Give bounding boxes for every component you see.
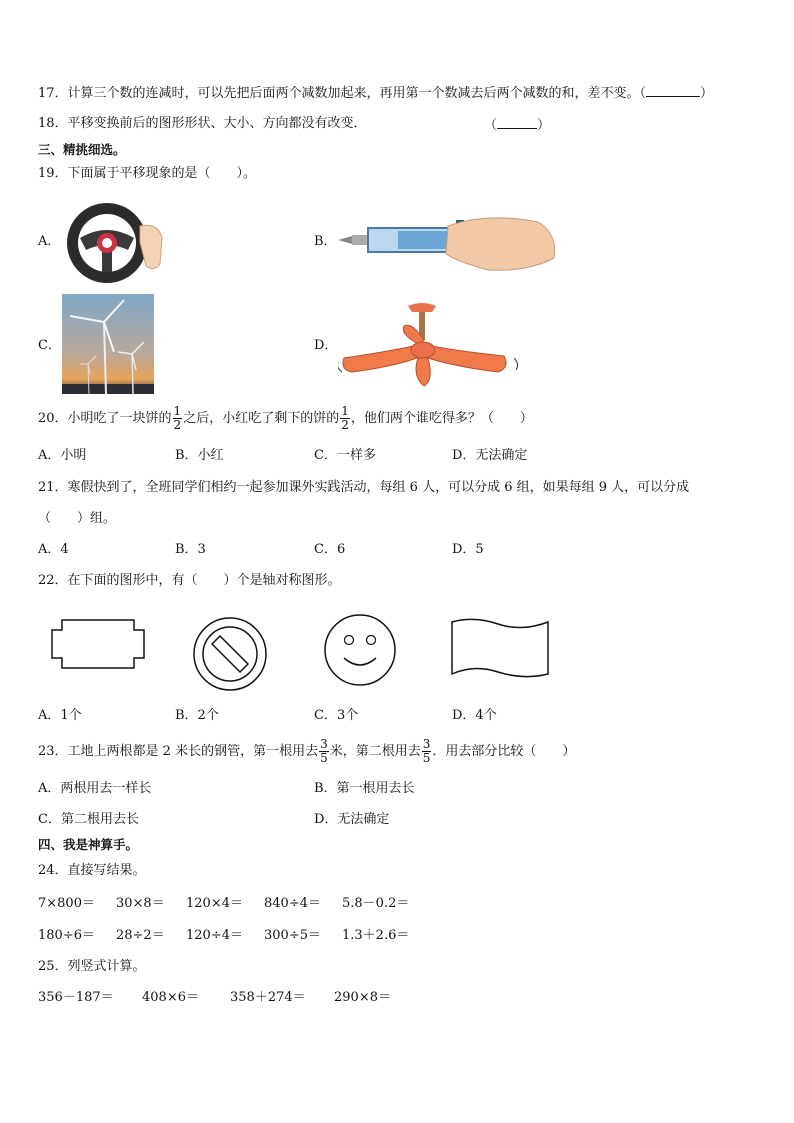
q21-option-b[interactable]: B．3 xyxy=(175,542,206,557)
calc-item: 300÷5＝ xyxy=(264,928,321,943)
q22-option-c[interactable]: C．3个 xyxy=(314,708,359,723)
question-19-stem: 19．下面属于平移现象的是（ ）。 xyxy=(38,166,257,181)
wavy-flag-shape xyxy=(448,618,552,680)
no-entry-sign-shape xyxy=(192,616,268,692)
question-18-text: 18．平移变换前后的图形形状、大小、方向都没有改变． xyxy=(38,116,367,131)
calc-item: 30×8＝ xyxy=(116,896,165,911)
q22-option-b[interactable]: B．2个 xyxy=(175,708,219,723)
q20-option-d[interactable]: D．无法确定 xyxy=(452,448,528,463)
calc-item: 120÷4＝ xyxy=(186,928,243,943)
fraction-three-fifths: $\frac{3}{5}$ xyxy=(320,737,328,765)
question-17-text: 17．计算三个数的连减时，可以先把后面两个减数加起来，再用第一个数减去后两个减数的和，差不变。（ xyxy=(38,86,647,101)
vertical-calc-item: 356－187＝ xyxy=(38,990,114,1005)
q20-option-a[interactable]: A．小明 xyxy=(38,448,87,463)
question-21-line1: 21．寒假快到了，全班同学们相约一起参加课外实践活动，每组 6 人，可以分成 6 组，如果每组 9 人，可以分成 xyxy=(38,480,690,495)
question-17: 17．计算三个数的连减时，可以先把后面两个减数加起来，再用第一个数减去后两个减数的和，差不变。（ ） xyxy=(38,86,714,101)
section-4-title: 四、我是神算手。 xyxy=(38,837,139,852)
question-18 xyxy=(38,116,367,132)
vertical-calc-item: 408×6＝ xyxy=(142,990,199,1005)
calc-item: 120×4＝ xyxy=(186,896,243,911)
question-20: 20．小明吃了一块饼的 $\frac{1}{2}$ 之后，小红吃了剩下的饼的 $\frac{1}{2}$ ，他们两个谁吃得多？（ ） xyxy=(38,404,533,432)
fraction-three-fifths: $\frac{3}{5}$ xyxy=(422,737,431,765)
calc-item: 1.3＋2.6＝ xyxy=(342,928,410,943)
notched-rectangle-shape xyxy=(50,618,146,670)
q20-option-c[interactable]: C．一样多 xyxy=(314,448,376,463)
q22-option-a[interactable]: A．1个 xyxy=(38,708,82,723)
calc-item: 180÷6＝ xyxy=(38,928,95,943)
answer-blank-18[interactable] xyxy=(497,116,537,129)
question-22-stem: 22．在下面的图形中，有（ ）个是轴对称图形。 xyxy=(38,573,341,588)
q21-option-d[interactable]: D．5 xyxy=(452,542,484,557)
ceiling-fan-image[interactable] xyxy=(338,300,522,390)
fraction-one-half: $\frac{1}{2}$ xyxy=(341,404,349,432)
calc-item: 5.8－0.2＝ xyxy=(342,896,410,911)
wind-turbine-image[interactable] xyxy=(62,294,154,394)
vertical-calc-item: 358＋274＝ xyxy=(230,990,306,1005)
q21-option-c[interactable]: C．6 xyxy=(314,542,346,557)
option-c-label: C． xyxy=(38,338,61,353)
q21-option-a[interactable]: A．4 xyxy=(38,542,69,557)
question-24-stem: 24．直接写结果。 xyxy=(38,863,146,878)
calc-item: 7×800＝ xyxy=(38,896,95,911)
question-21-line2: （ ）组。 xyxy=(38,511,117,526)
q23-option-b[interactable]: B．第一根用去长 xyxy=(314,781,415,796)
q20-option-b[interactable]: B．小红 xyxy=(175,448,224,463)
answer-blank-17[interactable] xyxy=(646,84,700,97)
fraction-one-half: $\frac{1}{2}$ xyxy=(173,404,182,432)
question-23: 23．工地上两根都是 2 米长的钢管，第一根用去 $\frac{3}{5}$ 米，第二根用去 $\frac{3}{5}$ ．用去部分比较（ ） xyxy=(38,737,576,765)
q23-option-d[interactable]: D．无法确定 xyxy=(314,812,390,827)
option-b-label: B． xyxy=(314,234,337,249)
smiley-face-shape xyxy=(322,612,398,688)
section-3-title: 三、精挑细选。 xyxy=(38,142,126,157)
q23-option-c[interactable]: C．第二根用去长 xyxy=(38,812,139,827)
syringe-image[interactable] xyxy=(338,214,558,276)
answer-18: （ ） xyxy=(484,118,551,133)
q23-option-a[interactable]: A．两根用去一样长 xyxy=(38,781,152,796)
steering-wheel-image[interactable] xyxy=(62,198,172,286)
question-25-stem: 25．列竖式计算。 xyxy=(38,959,146,974)
calc-item: 28÷2＝ xyxy=(116,928,165,943)
vertical-calc-item: 290×8＝ xyxy=(334,990,391,1005)
option-d-label: D． xyxy=(314,338,338,353)
option-a-label: A． xyxy=(38,234,61,249)
calc-item: 840÷4＝ xyxy=(264,896,321,911)
q22-option-d[interactable]: D．4个 xyxy=(452,708,497,723)
